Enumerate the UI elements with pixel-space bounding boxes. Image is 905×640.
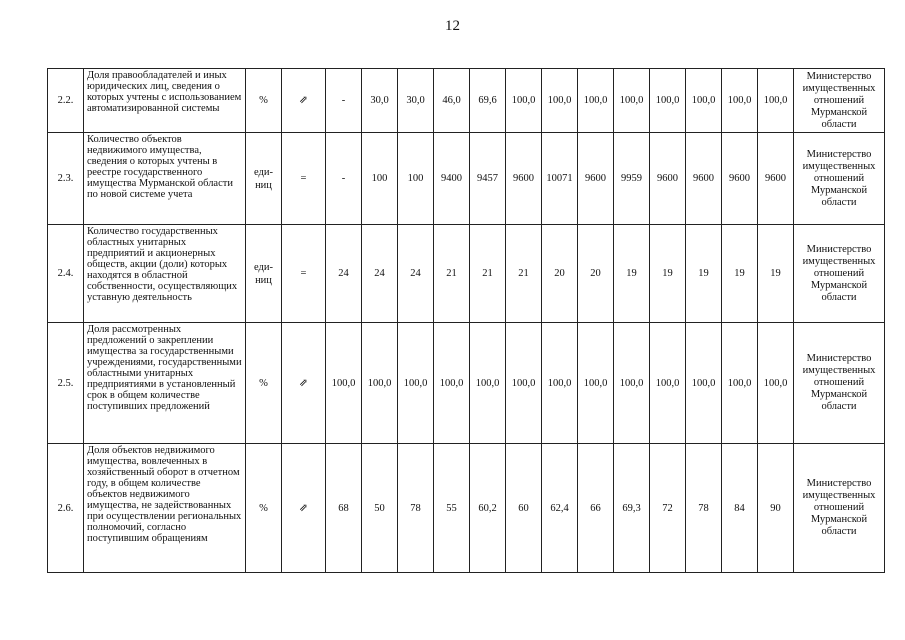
responsible-cell: Министерство имущественных отношений Мурманской области: [794, 444, 885, 573]
value-cell: 24: [362, 225, 398, 323]
value-cell: 100,0: [506, 323, 542, 444]
value-cell: 30,0: [398, 69, 434, 133]
value-cell: 69,6: [470, 69, 506, 133]
value-cell: 19: [722, 225, 758, 323]
responsible-cell: Министерство имущественных отношений Мурманской области: [794, 225, 885, 323]
responsible-cell: Министерство имущественных отношений Мурманской области: [794, 69, 885, 133]
row-number: 2.4.: [48, 225, 84, 323]
value-cell: 46,0: [434, 69, 470, 133]
row-number: 2.3.: [48, 133, 84, 225]
indicator-name: Доля правообладателей и иных юридических лиц, сведения о которых учтены с использованием автоматизированной системы: [84, 69, 246, 133]
value-cell: 100,0: [686, 69, 722, 133]
responsible-cell: Министерство имущественных отношений Мурманской области: [794, 133, 885, 225]
value-cell: 100,0: [542, 69, 578, 133]
value-cell: 19: [758, 225, 794, 323]
value-cell: 69,3: [614, 444, 650, 573]
indicator-name: Доля объектов недвижимого имущества, вовлеченных в хозяйственный оборот в отчетном году, в общем количестве объектов недвижимого имущества, не задействованных при осуществлении региональных полномочий, согласно поступившим обращениям: [84, 444, 246, 573]
value-cell: 9600: [578, 133, 614, 225]
value-cell: 9600: [722, 133, 758, 225]
value-cell: 21: [470, 225, 506, 323]
unit-cell: %: [246, 444, 282, 573]
value-cell: 19: [614, 225, 650, 323]
value-cell: 100,0: [542, 323, 578, 444]
row-number: 2.5.: [48, 323, 84, 444]
value-cell: 78: [686, 444, 722, 573]
value-cell: 21: [506, 225, 542, 323]
value-cell: 60,2: [470, 444, 506, 573]
indicators-table: [47, 68, 885, 573]
value-cell: 62,4: [542, 444, 578, 573]
responsible-cell: Министерство имущественных отношений Мурманской области: [794, 323, 885, 444]
value-cell: 100,0: [362, 323, 398, 444]
value-cell: 30,0: [362, 69, 398, 133]
value-cell: 66: [578, 444, 614, 573]
value-cell: 100: [362, 133, 398, 225]
value-cell: 9457: [470, 133, 506, 225]
table-row: [48, 323, 885, 444]
table-row: [48, 69, 885, 133]
value-cell: 100: [398, 133, 434, 225]
unit-cell: %: [246, 323, 282, 444]
value-cell: 100,0: [578, 323, 614, 444]
value-cell: 20: [578, 225, 614, 323]
indicator-name: Количество государственных областных унитарных предприятий и акционерных обществ, акции (доли) которых находятся в областной собственности, осуществляющих уставную деятельность: [84, 225, 246, 323]
value-cell: 84: [722, 444, 758, 573]
table-row: [48, 444, 885, 573]
value-cell: 68: [326, 444, 362, 573]
page-number: 12: [445, 18, 460, 34]
value-cell: 100,0: [470, 323, 506, 444]
value-cell: 100,0: [722, 69, 758, 133]
indicator-name: Количество объектов недвижимого имущества, сведения о которых учтены в реестре государственного имущества Мурманской области по новой системе учета: [84, 133, 246, 225]
value-cell: 55: [434, 444, 470, 573]
trend-cell: ⇗: [282, 69, 326, 133]
value-cell: 9600: [758, 133, 794, 225]
value-cell: 24: [326, 225, 362, 323]
value-cell: 90: [758, 444, 794, 573]
row-number: 2.6.: [48, 444, 84, 573]
value-cell: 19: [650, 225, 686, 323]
value-cell: 50: [362, 444, 398, 573]
value-cell: 100,0: [326, 323, 362, 444]
value-cell: 100,0: [506, 69, 542, 133]
unit-cell: %: [246, 69, 282, 133]
trend-cell: =: [282, 133, 326, 225]
value-cell: -: [326, 133, 362, 225]
indicator-name: Доля рассмотренных предложений о закреплении имущества за государственными учреждениями, государственными областными унитарных предприятиями в установленный срок в общем количестве поступивших предложений: [84, 323, 246, 444]
table-row: [48, 225, 885, 323]
value-cell: 100,0: [614, 69, 650, 133]
value-cell: -: [326, 69, 362, 133]
value-cell: 10071: [542, 133, 578, 225]
value-cell: 100,0: [650, 323, 686, 444]
value-cell: 21: [434, 225, 470, 323]
value-cell: 100,0: [650, 69, 686, 133]
unit-cell: еди-ниц: [246, 225, 282, 323]
value-cell: 100,0: [758, 323, 794, 444]
trend-cell: =: [282, 225, 326, 323]
value-cell: 19: [686, 225, 722, 323]
table-row: [48, 133, 885, 225]
unit-cell: еди-ниц: [246, 133, 282, 225]
value-cell: 9600: [650, 133, 686, 225]
value-cell: 72: [650, 444, 686, 573]
value-cell: 24: [398, 225, 434, 323]
value-cell: 9600: [506, 133, 542, 225]
value-cell: 60: [506, 444, 542, 573]
value-cell: 9400: [434, 133, 470, 225]
value-cell: 100,0: [686, 323, 722, 444]
row-number: 2.2.: [48, 69, 84, 133]
value-cell: 100,0: [398, 323, 434, 444]
value-cell: 100,0: [434, 323, 470, 444]
value-cell: 100,0: [758, 69, 794, 133]
value-cell: 100,0: [614, 323, 650, 444]
value-cell: 100,0: [578, 69, 614, 133]
value-cell: 78: [398, 444, 434, 573]
value-cell: 9959: [614, 133, 650, 225]
value-cell: 9600: [686, 133, 722, 225]
trend-cell: ⇗: [282, 323, 326, 444]
value-cell: 100,0: [722, 323, 758, 444]
trend-cell: ⇗: [282, 444, 326, 573]
value-cell: 20: [542, 225, 578, 323]
